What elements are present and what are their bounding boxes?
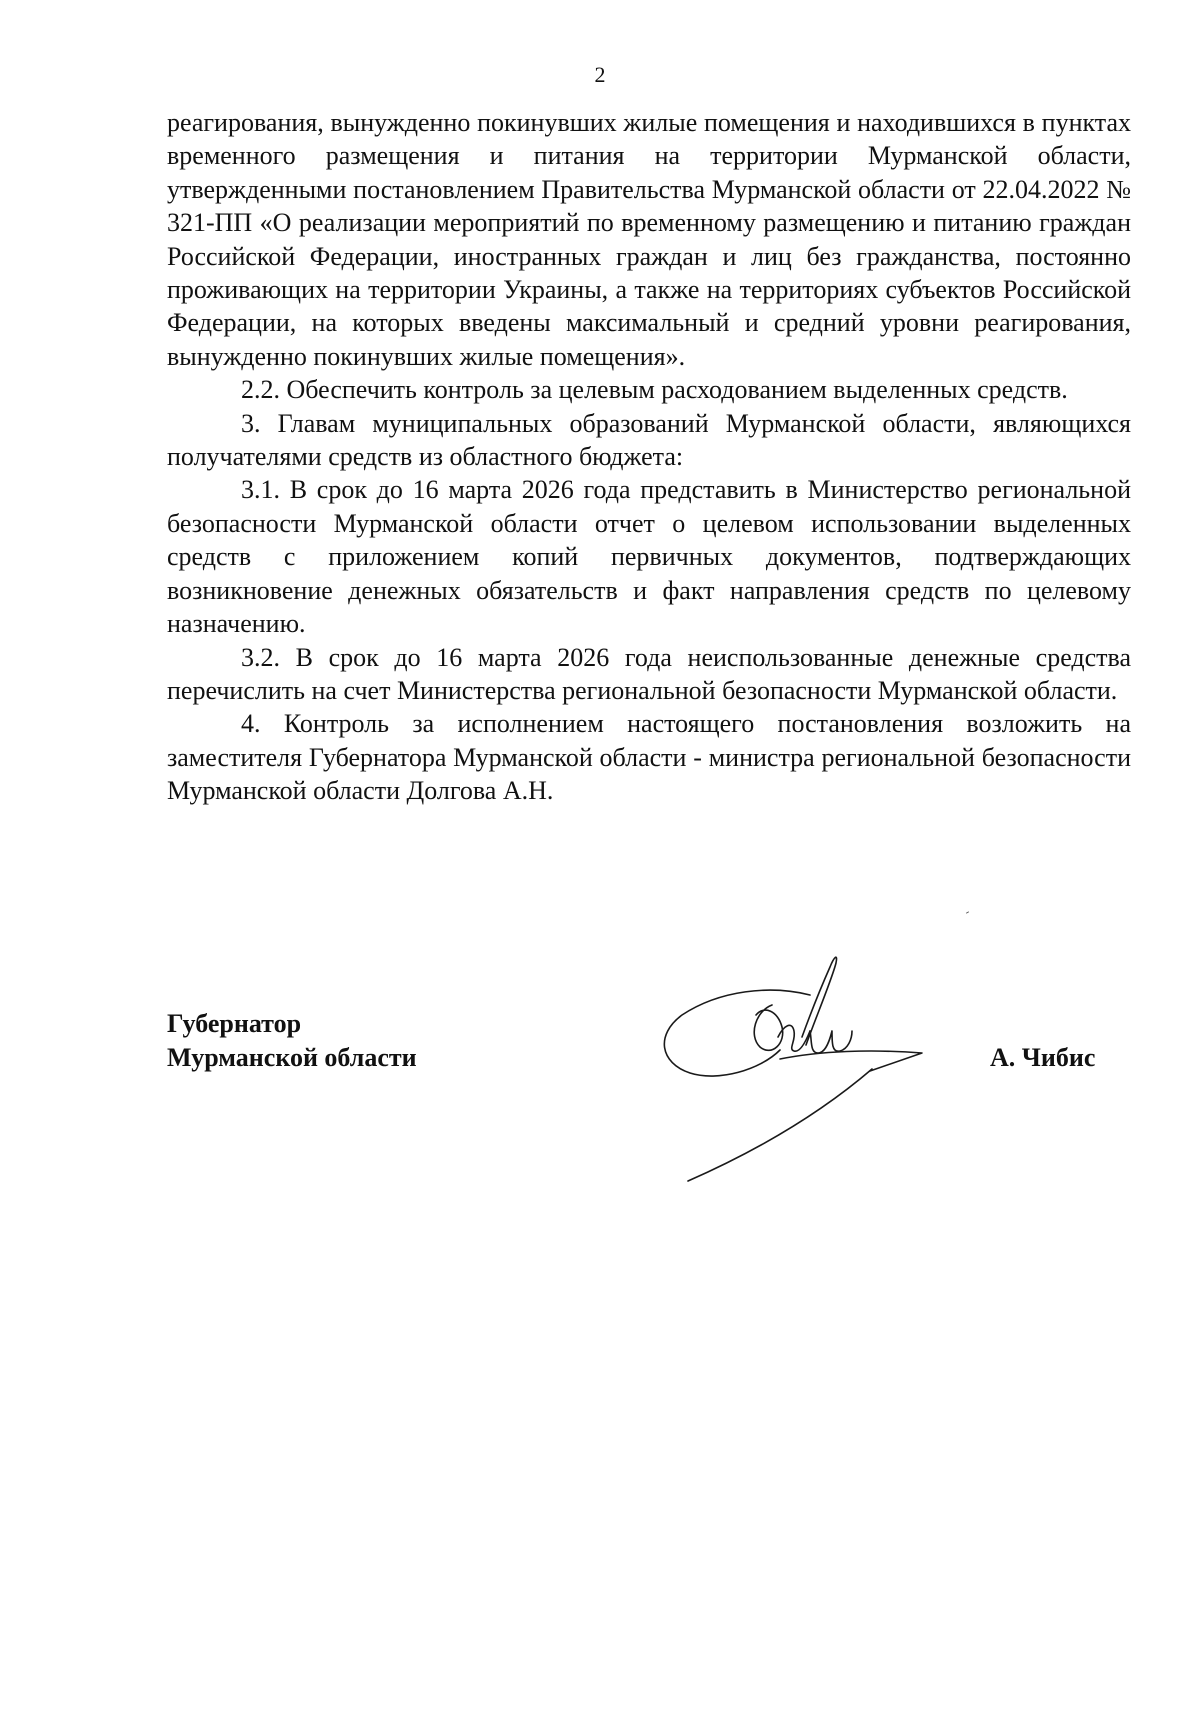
paragraph-continuation: реагирования, вынужденно покинувших жилые помещения и находившихся в пунктах временного размещения и питания на территории Мурманской области, утвержденными постановлением Правительства Мурманской области от 22.04.2022 № 321-ПП «О реализации мероприятий по временному размещению и питанию граждан Российской Федерации, иностранных граждан и лиц без гражданства, постоянно проживающих на территории Украины, а также на территориях субъектов Российской Федерации, на которых введены максимальный и средний уровни реагирования, вынужденно покинувших жилые помещения». (167, 108, 1131, 371)
signatory-name: А. Чибис (990, 1043, 1096, 1072)
page-number: 2 (594, 62, 606, 87)
signatory-title-line-1: Губернатор (167, 1009, 302, 1038)
scan-speck (966, 911, 969, 913)
handwritten-signature (660, 945, 930, 1185)
paragraph-4: 4. Контроль за исполнением настоящего постановления возложить на заместителя Губернатора Мурманской области - министра региональной безопасности Мурманской области Долгова А.Н. (167, 709, 1131, 806)
paragraph-3-2: 3.2. В срок до 16 марта 2026 года неиспользованные денежные средства перечислить на счет Министерства региональной безопасности Мурманской области. (167, 642, 1131, 705)
signatory-title (167, 1007, 417, 1075)
document-body (167, 106, 1131, 808)
paragraph-3: 3. Главам муниципальных образований Мурманской области, являющихся получателями средств из областного бюджета: (167, 408, 1131, 472)
paragraph-3-1: 3.1. В срок до 16 марта 2026 года представить в Министерство региональной безопасности Мурманской области отчет о целевом использовании выделенных средств с приложением копий первичных документов, подтверждающих возникновение денежных обязательств и факт направления средств по целевому назначению. (167, 475, 1131, 639)
paragraph-2-2: 2.2. Обеспечить контроль за целевым расходованием выделенных средств. (241, 375, 1068, 405)
signatory-title-line-2: Мурманской области (167, 1043, 417, 1072)
